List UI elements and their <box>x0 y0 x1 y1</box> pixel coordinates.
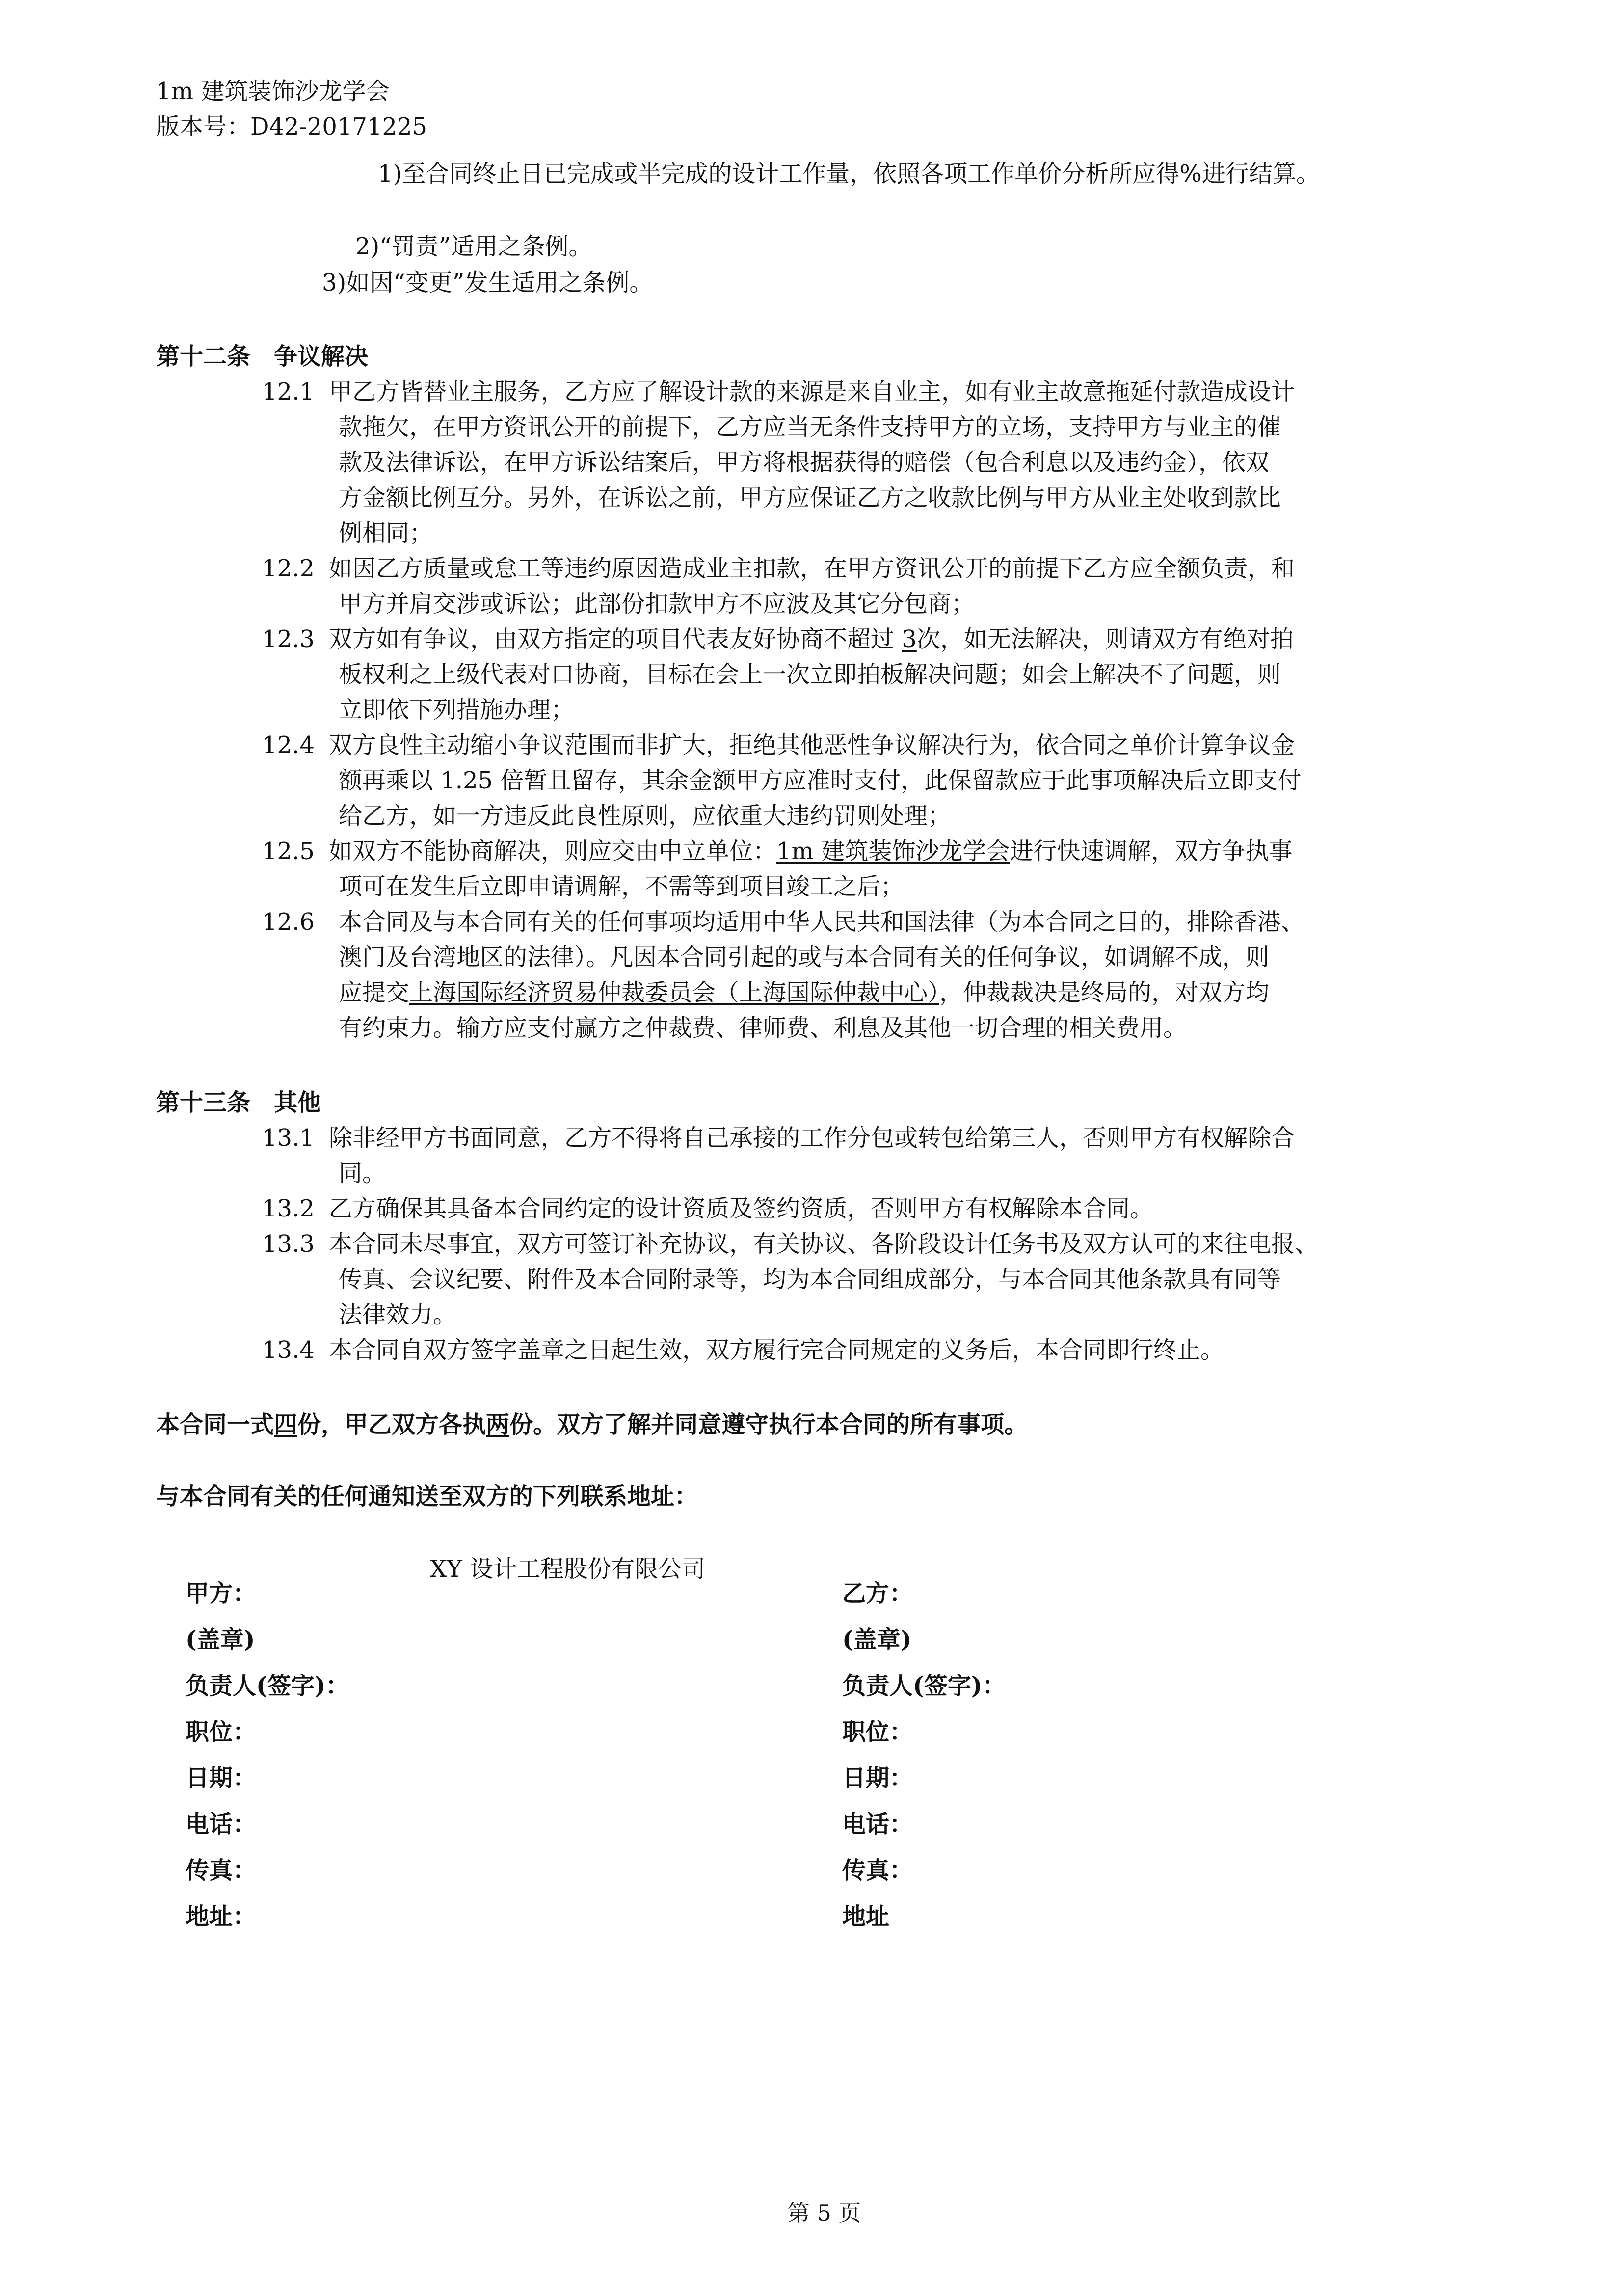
clause-12-3-num: 12.3 <box>262 625 315 653</box>
party-b-label: 乙方： <box>842 1580 913 1607</box>
clause-12-2-num: 12.2 <box>262 555 315 582</box>
clause-12-2-line: 甲方并肩交涉或诉讼；此部份扣款甲方不应波及其它分包商； <box>339 590 975 618</box>
clause-13-3-line: 法律效力。 <box>339 1301 457 1328</box>
clause-13-3-num: 13.3 <box>262 1230 315 1258</box>
clause-12-6-line <box>339 975 1269 1010</box>
clause-12-6-line: 有约束力。输方应支付赢方之仲裁费、律师费、利息及其他一切合理的相关费用。 <box>339 1014 1187 1042</box>
clause-12-5-line: 项可在发生后立即申请调解，不需等到项目竣工之后； <box>339 873 905 900</box>
clause-13-4-num: 13.4 <box>262 1336 315 1364</box>
negotiation-times: 3 <box>902 625 917 653</box>
clause-12-6-line: 本合同及与本合同有关的任何事项均适用中华人民共和国法律（为本合同之目的，排除香港、 <box>339 908 1305 936</box>
party-a-position-label: 职位： <box>186 1718 257 1746</box>
clause-12-5-text: 如双方不能协商解决，则应交由中立单位： <box>329 837 777 865</box>
clause-12-5-line <box>329 834 1292 869</box>
copies-statement <box>156 1407 1028 1442</box>
article-12-title: 第十二条 争议解决 <box>156 343 369 370</box>
party-b-date-label: 日期： <box>842 1764 913 1792</box>
clause-12-1-line: 甲乙方皆替业主服务，乙方应了解设计款的来源是来自业主，如有业主故意拖延付款造成设计 <box>329 378 1295 405</box>
header-org: 1m 建筑装饰沙龙学会 <box>156 78 390 105</box>
clause-13-1-num: 13.1 <box>262 1124 315 1152</box>
clause-12-4-line: 额再乘以 1.25 倍暂且留存，其余金额甲方应准时支付，此保留款应于此事项解决后立即支付 <box>339 767 1302 794</box>
intro-item-3: 3)如因“变更”发生适用之条例。 <box>322 269 653 297</box>
copies-each: 两 <box>486 1411 510 1438</box>
party-a-date-label: 日期： <box>186 1764 257 1792</box>
party-b-address-label: 地址 <box>842 1903 890 1930</box>
party-a-fax-label: 传真： <box>186 1857 257 1884</box>
clause-12-3-line <box>329 621 1294 657</box>
party-a-phone-label: 电话： <box>186 1810 257 1838</box>
clause-12-1-line: 款拖欠，在甲方资讯公开的前提下，乙方应当无条件支持甲方的立场，支持甲方与业主的催 <box>339 413 1281 441</box>
copies-text: 份。双方了解并同意遵守执行本合同的所有事项。 <box>509 1411 1028 1438</box>
party-a-address-label: 地址： <box>186 1903 257 1930</box>
clause-12-1-line: 款及法律诉讼，在甲方诉讼结案后，甲方将根据获得的赔偿（包合利息以及违约金），依双 <box>339 449 1270 476</box>
copies-total: 四 <box>274 1411 298 1438</box>
clause-12-3-text: 次，如无法解决，则请双方有绝对拍 <box>916 625 1294 653</box>
clause-13-3-line: 传真、会议纪要、附件及本合同附录等，均为本合同组成部分，与本合同其他条款具有同等 <box>339 1266 1281 1293</box>
intro-item-2: 2)“罚责”适用之条例。 <box>355 233 592 260</box>
party-a-label: 甲方： <box>186 1580 257 1607</box>
clause-13-2-line: 乙方确保其具备本合同约定的设计资质及签约资质，否则甲方有权解除本合同。 <box>329 1195 1154 1222</box>
clause-13-3-line: 本合同未尽事宜，双方可签订补充协议，有关协议、各阶段设计任务书及双方认可的来往电报、 <box>329 1230 1319 1258</box>
intro-item-1: 1)至合同终止日已完成或半完成的设计工作量，依照各项工作单价分析所应得%进行结算。 <box>378 160 1320 188</box>
mediator-org: 1m 建筑装饰沙龙学会 <box>776 837 1010 865</box>
page-number: 第 5 页 <box>787 2200 861 2226</box>
clause-12-1-line: 方金额比例互分。另外，在诉讼之前，甲方应保证乙方之收款比例与甲方从业主处收到款比 <box>339 484 1281 512</box>
clause-12-3-text: 双方如有争议，由双方指定的项目代表友好协商不超过 <box>329 625 902 653</box>
clause-13-2-num: 13.2 <box>262 1195 315 1222</box>
party-b-phone-label: 电话： <box>842 1810 913 1838</box>
party-b-fax-label: 传真： <box>842 1857 913 1884</box>
clause-12-4-line: 双方良性主动缩小争议范围而非扩大，拒绝其他恶性争议解决行为，依合同之单价计算争议金 <box>329 731 1295 759</box>
clause-12-1-num: 12.1 <box>262 378 315 405</box>
clause-12-6-text: ，仲裁裁决是终局的，对双方均 <box>939 979 1270 1006</box>
clause-13-1-line: 同。 <box>339 1160 386 1187</box>
party-a-signatory-label: 负责人(签字)： <box>186 1672 349 1700</box>
copies-text: 本合同一式 <box>156 1411 274 1438</box>
clause-12-2-line: 如因乙方质量或怠工等违约原因造成业主扣款，在甲方资讯公开的前提下乙方应全额负责，和 <box>329 555 1295 582</box>
clause-12-6-line: 澳门及台湾地区的法律）。凡因本合同引起的或与本合同有关的任何争议，如调解不成，则 <box>339 944 1270 971</box>
clause-13-4-line: 本合同自双方签字盖章之日起生效，双方履行完合同规定的义务后，本合同即行终止。 <box>329 1336 1225 1364</box>
party-b-position-label: 职位： <box>842 1718 913 1746</box>
copies-text: 份，甲乙双方各执 <box>297 1411 486 1438</box>
clause-12-6-num: 12.6 <box>262 908 315 936</box>
article-13-title: 第十三条 其他 <box>156 1089 321 1116</box>
arbitration-body: 上海国际经济贸易仲裁委员会（上海国际仲裁中心） <box>409 979 940 1006</box>
notice-statement: 与本合同有关的任何通知送至双方的下列联系地址： <box>156 1483 698 1510</box>
clause-12-6-text: 应提交 <box>339 979 410 1006</box>
clause-12-3-line: 板权利之上级代表对口协商，目标在会上一次立即拍板解决问题；如会上解决不了问题，则 <box>339 661 1281 688</box>
clause-12-4-line: 给乙方，如一方违反此良性原则，应依重大违约罚则处理； <box>339 802 952 830</box>
header-version: 版本号：D42-20171225 <box>156 113 427 140</box>
clause-12-1-line: 例相同； <box>339 519 433 547</box>
party-b-seal-label: (盖章) <box>842 1626 912 1653</box>
party-a-company: XY 设计工程股份有限公司 <box>430 1555 706 1583</box>
clause-13-1-line: 除非经甲方书面同意，乙方不得将自己承接的工作分包或转包给第三人，否则甲方有权解除合 <box>329 1124 1295 1152</box>
party-a-seal-label: (盖章) <box>186 1626 255 1653</box>
party-b-signatory-label: 负责人(签字)： <box>842 1672 1006 1700</box>
clause-12-4-num: 12.4 <box>262 731 315 759</box>
clause-12-3-line: 立即依下列措施办理； <box>339 696 575 724</box>
clause-12-5-num: 12.5 <box>262 837 315 865</box>
clause-12-5-text: 进行快速调解，双方争执事 <box>1010 837 1293 865</box>
